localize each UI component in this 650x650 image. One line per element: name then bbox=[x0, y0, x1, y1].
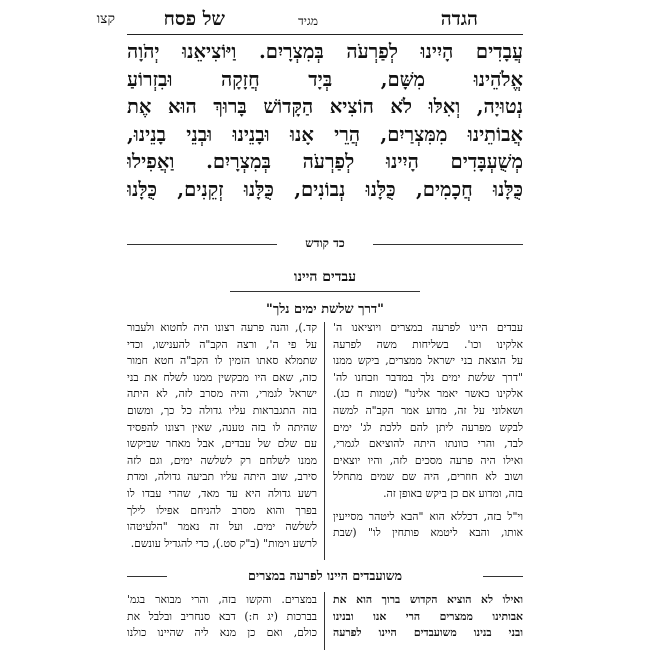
column-line: ואילו היה פרעה מסכים לזה, והיו יוצאים bbox=[333, 453, 523, 467]
column-line: כולם, ואם כן מנא ליה שהיינו כולנו bbox=[127, 626, 317, 640]
page-number: קצו bbox=[96, 11, 115, 27]
column-line: אבותינו ממצרים הרי אנו ובנינו bbox=[333, 609, 523, 623]
column-line: אלקינו וכו'. בשליחות משה לפרעה bbox=[333, 337, 523, 351]
commentary-column-left bbox=[127, 320, 317, 552]
header-title-left: של פסח bbox=[163, 8, 225, 30]
column-line: שהיתה לו בזה טענה, שאין רצונו להפסיד bbox=[127, 420, 317, 434]
column-line: ובני בנינו משועבדים היינו לפרעה bbox=[333, 626, 523, 640]
column-line: סירב, שוב היתה עליו תביעה גדולה, ומדת bbox=[127, 470, 317, 484]
column-line: על פי ה', ורצה הקב"ה להענישו, וכדי bbox=[127, 337, 317, 351]
header-title-right: הגדה bbox=[440, 8, 478, 30]
divider-rule-left bbox=[127, 244, 277, 245]
section-divider bbox=[127, 568, 523, 586]
divider-label: כד קודש bbox=[305, 236, 345, 250]
main-text-line: נְטוּיָה, וְאִלּוּ לֹא הוֹצִיא הַקָּדוֹשׁ בָּרוּךְ הוּא אֶת bbox=[127, 95, 523, 118]
column-line: עם שלם של עבדים, אבל מאחר שביקשו bbox=[127, 437, 317, 451]
column-line: בברכות (יג ח:) דבא סנחריב ובלבל את bbox=[127, 609, 317, 623]
column-line: קד.), והנה פרעה רצונו היה לחטוא ולעבור bbox=[127, 321, 317, 334]
main-text-line: כֻּלָּנוּ חֲכָמִים, כֻּלָּנוּ נְבוֹנִים, כֻּלָּנוּ זְקֵנִים, כֻּלָּנוּ bbox=[127, 177, 523, 201]
column-line: במצרים. והקשו בזה, והרי מבואר בגמ' bbox=[127, 593, 317, 606]
column-line: בזה התגבראות עליו גדולה כל כך, ומשום bbox=[127, 403, 317, 417]
column-line: ישראל לגמרי, והיה מסרב לזה, לא היתה bbox=[127, 387, 317, 401]
column-line: רשע גדולה היא עד מאד, שהרי עבדו לו bbox=[127, 486, 317, 500]
column-line: בזה, ומדוע אם כן ביקש באופן זה. bbox=[383, 486, 523, 500]
column-line: שתמלא סאתו הזמין לו הקב"ה חטא חמור bbox=[127, 354, 317, 368]
main-text-block bbox=[127, 38, 523, 203]
column-line: ושוב לא חוזרים, היה שם שמים מתחלל bbox=[333, 470, 523, 484]
section2-column-left bbox=[127, 592, 317, 642]
column-line: אותו, והבא ליטמא פותחין לו" (שבת bbox=[333, 526, 523, 540]
section2-column-right bbox=[333, 592, 523, 642]
column-line: ממנו לשלחם רק לשלשה ימים, וגם לזה bbox=[127, 453, 317, 467]
main-text-line: מְשֻׁעְבָּדִים הָיִינוּ לְפַרְעֹה בְּמִצְרָיִם. וַאֲפִילוּ bbox=[127, 150, 523, 173]
section-rule-left bbox=[127, 576, 167, 577]
column-line: ואילו לא הוציא הקדוש ברוך הוא את bbox=[333, 593, 523, 606]
column-line: כזה, שאם היו מבקשין ממנו לשלח את בני bbox=[127, 370, 317, 384]
commentary-column-right bbox=[333, 320, 523, 542]
section-heading: משועבדים היינו לפרעה במצרים bbox=[248, 568, 402, 583]
column-line: בפרך והוא מסרב להניחם אפילו לילך bbox=[127, 503, 317, 517]
column-line: ושאלוני על זה, מדוע אמר הקב"ה למשה bbox=[333, 403, 523, 417]
column-line: "דרך שלשת ימים נלך במדבר וזבחנו לה' bbox=[333, 370, 523, 384]
column-separator bbox=[324, 322, 325, 560]
running-header bbox=[96, 8, 530, 34]
heading-rule bbox=[230, 291, 420, 292]
column-line: לבד, והרי כוונתו היתה להוציאם לגמרי, bbox=[333, 437, 523, 451]
main-text-line: אֱלֹהֵינוּ מִשָּׁם, בְּיָד חֲזָקָה וּבִזְרוֹעַ bbox=[127, 67, 523, 91]
column-line: וי"ל בזה, דכללא הוא "הבא ליטהר מסייעין bbox=[333, 509, 523, 523]
quote-heading: "דרך שלשת ימים נלך" bbox=[266, 302, 384, 317]
main-text-line: עֲבָדִים הָיִינוּ לְפַרְעֹה בְּמִצְרָיִם. וַיּוֹצִיאֵנוּ יְהֹוָה bbox=[127, 40, 523, 63]
column-line: לשלשה ימים. ועל זה נאמר "הלעיטהו bbox=[127, 520, 317, 534]
header-section: מגיד bbox=[298, 14, 318, 28]
column-line: על הוצאת בני ישראל ממצרים, ביקש ממנו bbox=[333, 354, 523, 368]
column-line: לרשע וימות" (ב"ק סט.), כדי להגדיל עונשם. bbox=[130, 536, 317, 550]
main-text-line: אֲבוֹתֵינוּ מִמִּצְרַיִם, הֲרֵי אָנוּ וּבָנֵינוּ וּבְנֵי בָנֵינוּ, bbox=[127, 122, 523, 146]
column-separator-2 bbox=[324, 592, 325, 650]
column-line: עבדים היינו לפרעה במצרים ויוציאנו ה' bbox=[333, 321, 523, 334]
header-rule bbox=[127, 34, 523, 35]
column-line: לבקש מפרעה ליתן להם ללכת לג' ימים bbox=[333, 420, 523, 434]
commentary-heading: עבדים היינו bbox=[293, 269, 357, 285]
column-line: אלקינו כאשר יאמר אלינו" (שמות ח כג). bbox=[333, 387, 523, 401]
commentary-divider bbox=[127, 236, 523, 254]
